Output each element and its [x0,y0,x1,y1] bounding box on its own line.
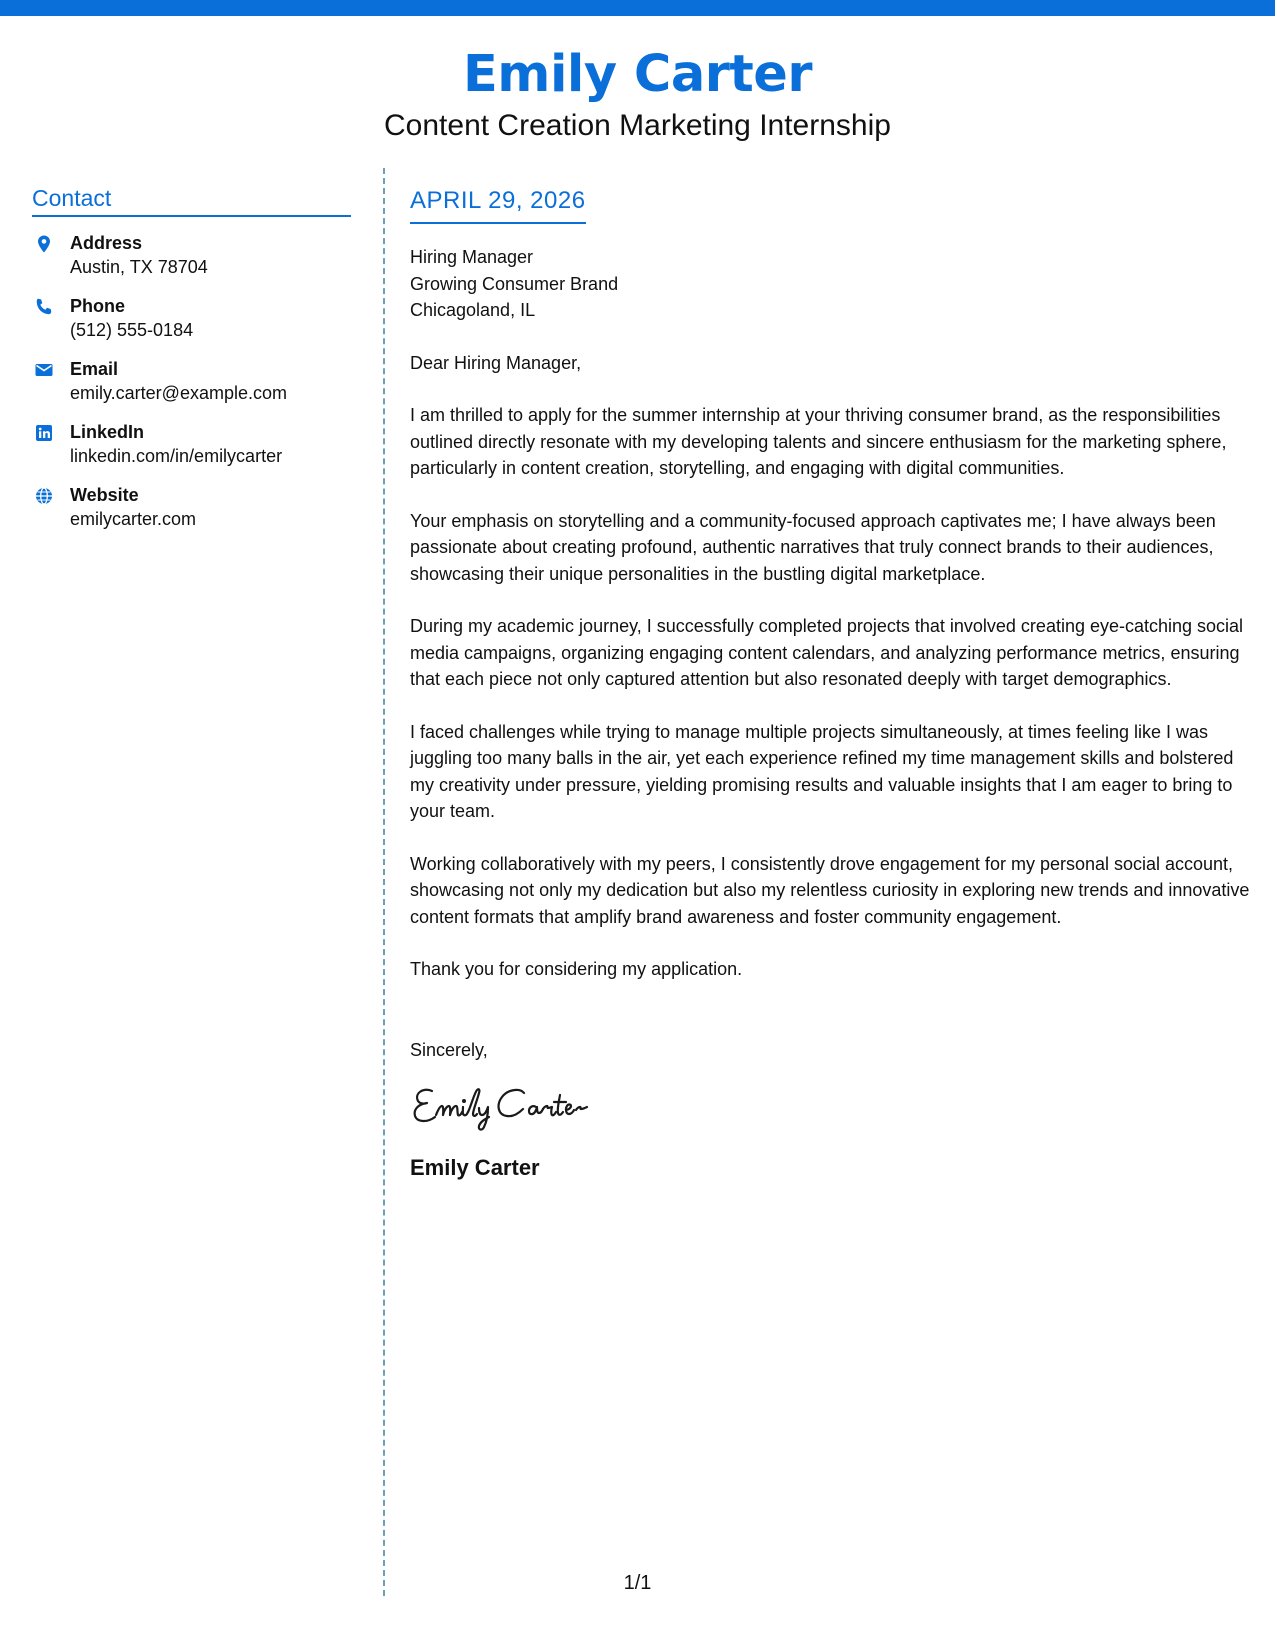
letter-body [410,186,1250,1183]
contact-value: emily.carter@example.com [70,383,287,403]
body-paragraph: I am thrilled to apply for the summer internship at your thriving consumer brand, as the responsibilities outlined directly resonate with my developing talents and sincere enthusiasm for the marketing sphere, particularly in content creation, storytelling, and engaging with digital communities. [410,405,1227,478]
header [0,44,1275,146]
contact-item-linkedin [32,420,351,483]
contact-item-website [32,483,351,546]
letter-date: APRIL 29, 2026 [410,186,586,224]
recipient-block [410,244,1250,324]
contact-value: (512) 555-0184 [70,320,194,340]
contact-label: Phone [70,296,126,316]
contact-item-email [32,357,351,420]
job-title: Content Creation Marketing Internship [384,109,891,142]
closing-thanks: Thank you for considering my application. [410,959,743,979]
signature-drawing [410,1077,630,1137]
recipient-line: Growing Consumer Brand [410,273,619,294]
contact-label: Email [70,359,119,379]
signer-name: Emily Carter [410,1155,540,1180]
handwritten-signature [410,1077,630,1137]
body-paragraph: Your emphasis on storytelling and a community-focused approach captivates me; I have always been passionate about creating profound, authentic narratives that truly connect brands to their audiences, showcasing their unique personalities in the bustling digital marketplace. [410,510,1216,584]
salutation: Dear Hiring Manager, [410,352,582,373]
sign-off: Sincerely, [410,1039,488,1060]
applicant-name: Emily Carter [462,45,813,104]
recipient-line: Chicagoland, IL [410,300,536,320]
contact-item-phone [32,294,351,357]
top-accent-bar [0,0,1275,16]
envelope-icon [34,360,54,380]
linkedin-icon [34,423,54,443]
globe-icon [34,486,54,506]
contact-value: Austin, TX 78704 [70,257,208,277]
phone-icon [34,297,54,317]
recipient-line: Hiring Manager [410,247,534,267]
column-divider [383,168,385,1596]
body-paragraph: I faced challenges while trying to manage multiple projects simultaneously, at times feeling like I was juggling too many balls in the air, yet each experience refined my time management skills and bolstered my creativity under pressure, yielding promising results and valuable insights that I am eager to bring to your team. [410,721,1234,821]
contact-label: Address [70,233,143,253]
location-pin-icon [34,234,54,254]
body-paragraph: During my academic journey, I successfully completed projects that involved creating eye-catching social media campaigns, organizing engaging content calendars, and analyzing performance metrics, ensuring that each piece not only captured attention but also resonated deeply with target demographics. [410,616,1244,689]
contact-label: Website [70,485,139,505]
contact-section-title: Contact [32,183,351,217]
page-number: 1/1 [623,1572,652,1594]
contact-item-address [32,231,351,294]
contact-value: emilycarter.com [70,509,197,529]
contact-sidebar [32,183,351,546]
contact-value: linkedin.com/in/emilycarter [70,446,283,466]
contact-label: LinkedIn [70,422,145,442]
body-paragraph: Working collaboratively with my peers, I consistently drove engagement for my personal social account, showcasing not only my dedication but also my relentless curiosity in exploring new trends and innovative content formats that amplify brand awareness and foster community engagement. [410,853,1250,927]
